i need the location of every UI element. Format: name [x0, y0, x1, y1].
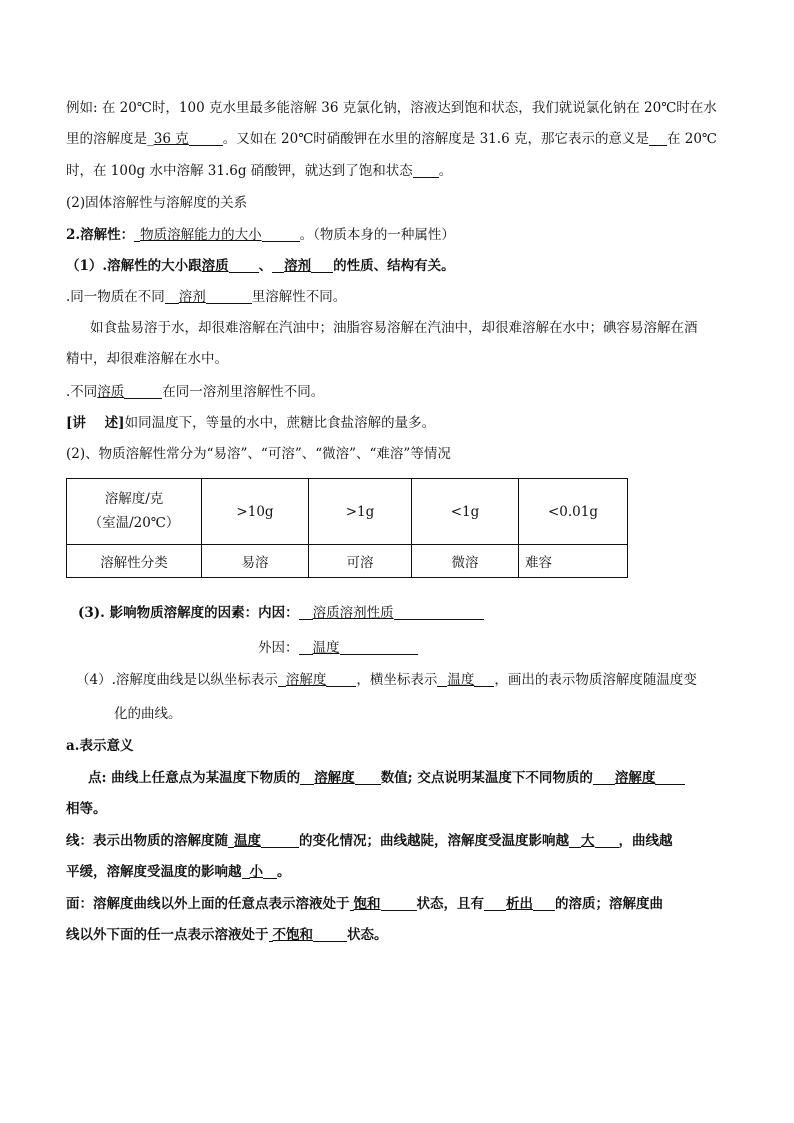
class-cell: 可溶 [309, 545, 412, 578]
answer: 大 [581, 833, 595, 849]
label: (3). 影响物质溶解度的因素：内因： [78, 605, 299, 621]
answer-blank [311, 257, 333, 273]
text: 平缓，溶解度受温度的影响越 [66, 864, 242, 880]
answer: 温度 [447, 672, 475, 688]
text: （1）.溶解性的大小跟 [66, 258, 202, 274]
class-cell: 易溶 [202, 545, 309, 578]
threshold-cell: <0.01g [519, 479, 628, 545]
answer: 物质溶解能力的大小 [140, 227, 262, 243]
answer: 溶解度 [285, 672, 327, 688]
answer-blank [381, 895, 417, 911]
answer-blank [299, 639, 313, 655]
same-substance-line [66, 287, 726, 307]
answer: 不饱和 [272, 927, 313, 943]
answer: 析出 [506, 896, 533, 912]
answer-blank [593, 769, 615, 785]
label: 2.溶解性： [66, 227, 135, 243]
answer-blank [242, 863, 250, 879]
answer-blank [474, 671, 494, 687]
class-cell: 难容 [519, 545, 628, 578]
example-line-2 [66, 129, 726, 149]
answer-36g: 36 克 [153, 131, 189, 147]
answer: 溶质溶剂性质 [312, 605, 394, 621]
text: 如食盐易溶于水，却很难溶解在汽油中；油脂容易溶解在汽油中，却很难溶解在水中；碘容易溶解在酒 [90, 320, 698, 336]
text: 里的溶解度是_ [66, 131, 154, 147]
answer-blank [533, 895, 555, 911]
lecture-line [66, 413, 726, 433]
answer: 溶解度 [314, 770, 355, 786]
answer-blank [300, 769, 314, 785]
text: 的变化情况；曲线越陡，溶解度受温度影响越 [299, 833, 569, 849]
text: ，画出的表示物质溶解度随温度变 [494, 672, 697, 688]
meaning-heading [66, 736, 726, 756]
text: 。 [277, 864, 291, 880]
text: (2)固体溶解性与溶解度的关系 [66, 195, 248, 211]
answer: 小 [249, 864, 263, 880]
text: ，曲线越 [618, 833, 673, 849]
answer-blank [262, 226, 300, 242]
text: ，横坐标表示 [356, 672, 438, 688]
different-solute-line [66, 382, 726, 402]
answer-blank [484, 895, 506, 911]
answer-blank [299, 604, 313, 620]
answer-blank [355, 769, 381, 785]
text: 线以外下面的任一点表示溶液处于 [66, 927, 269, 943]
answer-blank [261, 832, 299, 848]
influence-internal-line [66, 603, 726, 623]
example-line-3 [66, 161, 726, 181]
lecture-tag: [讲 述] [66, 415, 125, 431]
document-body [66, 98, 726, 945]
curve-line-1 [66, 670, 726, 690]
surface-line-1 [66, 894, 726, 914]
text: 数值; 交点说明某温度下不同物质的 [380, 770, 593, 786]
answer-blank [165, 288, 179, 304]
threshold-cell: <1g [412, 479, 519, 545]
line-line-1 [66, 831, 726, 851]
answer-blank [649, 130, 667, 146]
header-line-2: （室温/20℃） [88, 515, 180, 531]
example-text-2 [66, 349, 726, 369]
curve-line-2 [66, 704, 726, 724]
categories-line [66, 444, 726, 464]
text: 。 [438, 163, 453, 179]
answer: 饱和 [353, 896, 381, 912]
class-cell: 微溶 [412, 545, 519, 578]
table-row [67, 545, 628, 578]
label: 外因： [258, 640, 299, 656]
text: 相等。 [66, 801, 107, 817]
surface-line-2 [66, 925, 726, 945]
text: a.表示意义 [66, 738, 134, 754]
threshold-cell: >1g [309, 479, 412, 545]
threshold-cell: >10g [202, 479, 309, 545]
text: （4）.溶解度曲线是以纵坐标表示 [76, 672, 278, 688]
influence-external-line [66, 638, 726, 658]
row-label-cell: 溶解性分类 [67, 545, 202, 578]
text: 精中，却很难溶解在水中。 [66, 351, 228, 367]
text: 化的曲线。 [114, 706, 182, 722]
text: 状态，且有 [416, 896, 484, 912]
text: 。又如在 20℃时硝酸钾在水里的溶解度是 31.6 克，那它表示的意义是 [222, 131, 649, 147]
answer-blank [272, 257, 284, 273]
text: .不同 [66, 384, 98, 400]
answer-blank [206, 288, 252, 304]
table-row [67, 479, 628, 545]
text: 线：表示出物质的溶解度随 [66, 833, 228, 849]
answer-blank [189, 130, 223, 146]
text: .同一物质在不同 [66, 289, 165, 305]
answer-blank [569, 832, 581, 848]
text: 如同温度下，等量的水中，蔗糖比食盐溶解的量多。 [124, 415, 436, 431]
text: 的性质、结构有关。 [333, 258, 455, 274]
answer: 溶剂 [178, 289, 206, 305]
header-line-1: 溶解度/克 [104, 491, 164, 507]
answer: 溶质 [97, 384, 125, 400]
answer-blank [313, 926, 347, 942]
example-text-1 [66, 318, 726, 338]
answer: 温度 [234, 833, 261, 849]
answer-blank [340, 639, 418, 655]
solubility-table [66, 478, 628, 578]
answer-blank [278, 671, 286, 687]
answer-blank [655, 769, 685, 785]
section-heading [66, 193, 726, 213]
text: 在 20℃ [666, 131, 718, 147]
text: 在同一溶剂里溶解性不同。 [162, 384, 325, 400]
answer-blank [326, 671, 356, 687]
point-line-2 [66, 799, 726, 819]
text: (2)、物质溶解性常分为“易溶”、“可溶”、“微溶”、“难溶”等情况 [66, 446, 451, 462]
answer-blank [437, 671, 447, 687]
header-cell [67, 479, 202, 545]
answer-blank [124, 383, 162, 399]
answer-blank [595, 832, 619, 848]
answer-blank [394, 604, 484, 620]
answer-blank [229, 257, 259, 273]
text: 点: 曲线上任意点为某温度下物质的 [88, 770, 301, 786]
answer-blank [413, 162, 439, 178]
answer: 温度 [312, 640, 340, 656]
solubility-definition [66, 225, 726, 245]
line-line-2 [66, 862, 726, 882]
text: 时，在 100g 水中溶解 31.6g 硝酸钾，就达到了饱和状态 [66, 163, 413, 179]
text: 的溶质；溶解度曲 [555, 896, 663, 912]
point-line-1 [66, 768, 726, 788]
answer: 溶剂 [284, 258, 312, 274]
answer: 溶质 [201, 258, 229, 274]
text: 里溶解性不同。 [251, 289, 347, 305]
text: 例如: 在 20℃时，100 克水里最多能溶解 36 克氯化钠，溶液达到饱和状态，我们就说氯化钠在 20℃时在水 [66, 100, 717, 116]
factors-line [66, 256, 726, 276]
example-line-1 [66, 98, 726, 118]
text: 面：溶解度曲线以外上面的任意点表示溶液处于 [66, 896, 350, 912]
text: 状态。 [347, 927, 388, 943]
answer: 溶解度 [614, 770, 656, 786]
note: 。（物质本身的一种属性） [299, 227, 455, 243]
text: 、 [258, 258, 273, 274]
answer-blank [263, 863, 277, 879]
